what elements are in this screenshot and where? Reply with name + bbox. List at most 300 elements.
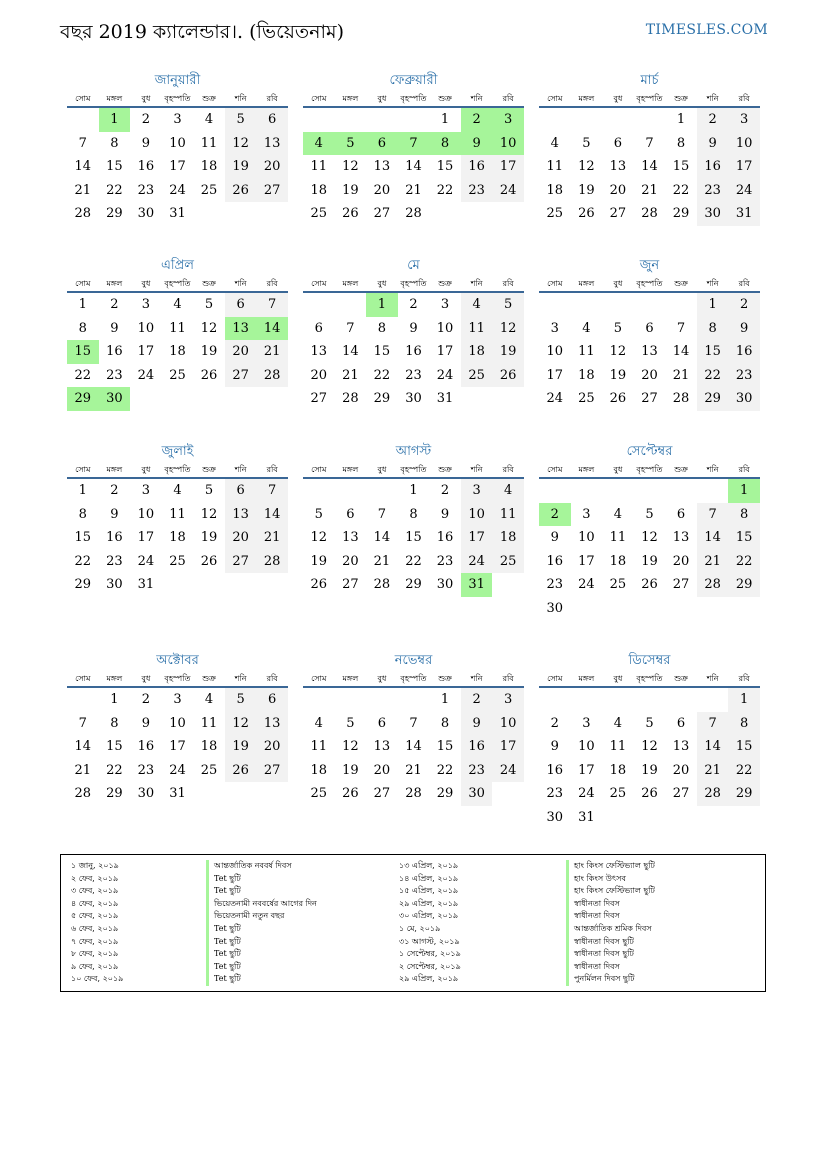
weekday-header	[67, 463, 288, 479]
day-cell: 2	[461, 688, 493, 712]
day-cell: 4	[303, 132, 335, 156]
day-cell: 25	[200, 762, 218, 778]
empty-cell	[335, 108, 367, 132]
day-cell: 17	[169, 739, 186, 754]
empty-cell	[335, 479, 367, 503]
day-cell: 6	[225, 293, 257, 317]
day-cell: 28	[74, 786, 92, 801]
day-cell: 17	[728, 155, 760, 179]
day-cell: 31	[436, 391, 454, 406]
legend-dates-right	[399, 860, 461, 986]
month-name: সেপ্টেম্বর	[626, 444, 673, 459]
day-cell: 2	[550, 715, 559, 731]
day-cell: 12	[342, 739, 359, 754]
day-grid	[303, 479, 524, 597]
weekday-label: রবি	[502, 279, 514, 288]
weekday-header	[303, 463, 524, 479]
site-link[interactable]: TIMESLES.COM	[645, 22, 768, 38]
day-cell: 5	[346, 715, 355, 731]
holiday-name: হাং কিংস ফেস্টিভ্যাল ছুটি	[566, 860, 655, 873]
day-cell: 17	[578, 553, 595, 569]
day-cell: 2	[141, 112, 151, 127]
empty-cell	[398, 688, 430, 712]
day-cell: 1	[78, 483, 87, 498]
month-calendar	[303, 441, 524, 597]
empty-cell	[665, 479, 697, 503]
day-cell: 22	[728, 550, 760, 574]
weekday-label: শুক্র	[202, 279, 216, 288]
day-cell: 12	[200, 506, 218, 522]
weekday-label: বৃহস্পতি	[636, 94, 663, 103]
day-cell: 26	[641, 577, 658, 592]
empty-cell	[665, 293, 697, 317]
weekday-label: মঙ্গল	[578, 674, 595, 683]
day-cell: 10	[546, 344, 564, 359]
weekday-label: শুক্র	[438, 674, 452, 683]
holiday-name: ভিয়েতনামী নতুন বছর	[206, 910, 317, 923]
day-cell: 21	[405, 182, 422, 198]
day-cell: 14	[697, 735, 729, 759]
month-name: অক্টোবর	[156, 653, 199, 668]
day-cell: 20	[672, 762, 690, 778]
day-cell: 26	[342, 206, 359, 221]
weekday-label: শনি	[706, 94, 719, 103]
day-cell: 9	[550, 530, 559, 545]
day-cell: 26	[200, 553, 218, 569]
day-cell: 1	[440, 112, 450, 127]
day-cell: 7	[78, 715, 87, 731]
day-cell: 6	[613, 135, 623, 151]
day-cell: 26	[342, 786, 359, 801]
day-cell: 11	[169, 506, 186, 522]
day-cell: 12	[609, 344, 627, 359]
weekday-label: মঙ্গল	[106, 674, 123, 683]
day-cell: 3	[461, 479, 493, 503]
holiday-date: ৩১ আগস্ট, ২০১৯	[399, 936, 460, 946]
day-cell: 29	[74, 577, 92, 592]
day-cell: 18	[169, 530, 186, 545]
day-cell: 13	[225, 503, 257, 527]
day-cell: 7	[78, 135, 87, 151]
empty-cell	[602, 688, 634, 712]
day-cell: 1	[366, 293, 398, 317]
weekday-label: বৃহস্পতি	[636, 465, 663, 474]
empty-cell	[539, 479, 571, 503]
day-cell: 25	[310, 206, 328, 221]
day-cell: 18	[609, 553, 627, 569]
empty-cell	[539, 293, 571, 317]
day-cell: 22	[373, 367, 391, 383]
day-cell: 3	[173, 112, 182, 127]
day-cell: 13	[310, 344, 328, 359]
day-cell: 30	[106, 577, 123, 592]
day-cell: 11	[461, 317, 493, 341]
weekday-header	[303, 277, 524, 293]
day-cell: 22	[106, 762, 123, 778]
day-cell: 18	[609, 762, 627, 778]
day-cell: 11	[200, 135, 218, 151]
day-cell: 27	[342, 577, 359, 592]
day-cell: 20	[609, 182, 627, 198]
holiday-date: ২ ফেব, ২০১৯	[71, 873, 119, 883]
day-cell: 20	[342, 553, 359, 569]
day-cell: 31	[461, 573, 493, 597]
day-cell: 13	[672, 530, 690, 545]
day-cell: 26	[641, 786, 658, 801]
day-cell: 22	[672, 182, 690, 198]
day-cell: 8	[676, 135, 686, 151]
day-cell: 15	[106, 159, 123, 174]
empty-cell	[697, 479, 729, 503]
day-cell: 27	[641, 391, 658, 406]
day-cell: 11	[609, 530, 627, 545]
day-cell: 5	[582, 135, 591, 151]
day-cell: 22	[74, 553, 92, 569]
day-cell: 7	[697, 712, 729, 736]
day-cell: 10	[169, 715, 186, 731]
day-cell: 19	[578, 182, 595, 198]
weekday-label: বুধ	[613, 279, 623, 288]
weekday-label: রবি	[502, 94, 514, 103]
holiday-date: ৫ ফেব, ২০১৯	[71, 911, 119, 921]
month-name: ডিসেম্বর	[628, 653, 671, 668]
holiday-date: ৮ ফেব, ২০১৯	[71, 949, 119, 959]
day-grid	[67, 688, 288, 806]
day-cell: 19	[641, 762, 658, 778]
month-calendar	[539, 70, 760, 226]
holiday-date: ৬ ফেব, ২০১৯	[71, 923, 119, 933]
day-cell: 4	[461, 293, 493, 317]
day-cell: 24	[169, 762, 186, 778]
day-cell: 3	[492, 108, 524, 132]
day-cell: 12	[200, 320, 218, 336]
holiday-name: স্বাধীনতা দিবস	[566, 961, 655, 974]
weekday-label: বুধ	[377, 94, 387, 103]
day-cell: 23	[461, 179, 493, 203]
day-cell: 2	[110, 483, 119, 498]
holiday-date: ৯ ফেব, ২০১৯	[71, 961, 119, 971]
month-name: এপ্রিল	[161, 258, 194, 273]
day-cell: 17	[137, 344, 155, 359]
day-cell: 2	[697, 108, 729, 132]
month-name: আগস্ট	[395, 444, 432, 459]
holiday-name: আন্তর্জাতিক শ্রমিক দিবস	[566, 923, 655, 936]
day-cell: 17	[436, 344, 454, 359]
day-cell: 29	[106, 206, 123, 221]
day-cell: 1	[676, 112, 686, 127]
weekday-label: শনি	[234, 279, 247, 288]
day-cell: 28	[697, 573, 729, 597]
day-cell: 17	[546, 367, 564, 383]
day-grid	[303, 688, 524, 806]
month-name: নভেম্বর	[394, 653, 433, 668]
day-cell: 25	[169, 367, 186, 383]
weekday-label: সোম	[547, 279, 563, 288]
day-cell: 10	[492, 712, 524, 736]
weekday-label: বুধ	[613, 94, 623, 103]
weekday-label: মঙ্গল	[106, 279, 123, 288]
month-calendar	[539, 650, 760, 829]
day-cell: 28	[342, 391, 359, 406]
weekday-header	[303, 672, 524, 688]
day-cell: 22	[106, 182, 123, 198]
weekday-label: বৃহস্পতি	[400, 674, 427, 683]
day-cell: 22	[74, 367, 92, 383]
day-cell: 28	[74, 206, 92, 221]
empty-cell	[303, 108, 335, 132]
day-cell: 23	[697, 179, 729, 203]
weekday-label: মঙ্গল	[106, 94, 123, 103]
day-cell: 15	[106, 739, 123, 754]
day-cell: 16	[137, 739, 155, 754]
day-cell: 28	[256, 550, 288, 574]
day-cell: 24	[137, 553, 155, 569]
day-cell: 16	[405, 344, 422, 359]
weekday-label: মঙ্গল	[106, 465, 123, 474]
holiday-name: হাং কিংস উৎসব	[566, 873, 655, 886]
day-cell: 12	[225, 712, 257, 736]
day-cell: 23	[436, 553, 454, 569]
empty-cell	[303, 293, 335, 317]
day-cell: 23	[461, 759, 493, 783]
day-cell: 19	[492, 340, 524, 364]
weekday-label: শনি	[234, 674, 247, 683]
holiday-date: ২৯ এপ্রিল, ২০১৯	[399, 974, 459, 984]
day-cell: 10	[578, 530, 595, 545]
holiday-date: ১৪ এপ্রিল, ২০১৯	[399, 873, 459, 883]
day-cell: 8	[110, 135, 119, 151]
day-cell: 27	[225, 364, 257, 388]
day-cell: 30	[728, 387, 760, 411]
day-cell: 16	[697, 155, 729, 179]
day-cell: 18	[200, 159, 218, 174]
day-cell: 20	[225, 340, 257, 364]
day-cell: 9	[110, 320, 119, 336]
day-cell: 10	[137, 506, 155, 522]
day-cell: 10	[137, 320, 155, 336]
day-cell: 22	[436, 182, 454, 198]
day-cell: 27	[256, 179, 288, 203]
month-calendar	[67, 650, 288, 806]
holiday-name: Tet ছুটি	[206, 873, 317, 886]
weekday-label: সোম	[547, 94, 563, 103]
holiday-name: স্বাধীনতা দিবস ছুটি	[566, 936, 655, 949]
day-cell: 5	[204, 483, 214, 498]
day-cell: 3	[492, 688, 524, 712]
weekday-label: বুধ	[141, 465, 151, 474]
day-cell: 18	[578, 367, 595, 383]
day-cell: 15	[436, 159, 454, 174]
day-cell: 26	[492, 364, 524, 388]
day-grid	[67, 293, 288, 411]
day-cell: 29	[728, 782, 760, 806]
weekday-label: মঙ্গল	[342, 674, 359, 683]
day-cell: 23	[546, 786, 564, 801]
day-cell: 10	[169, 135, 186, 151]
weekday-label: বুধ	[613, 674, 623, 683]
day-cell: 26	[225, 179, 257, 203]
day-cell: 8	[429, 132, 461, 156]
day-cell: 25	[546, 206, 564, 221]
day-cell: 25	[200, 182, 218, 198]
day-cell: 17	[461, 526, 493, 550]
weekday-label: শুক্র	[202, 465, 216, 474]
day-cell: 15	[405, 530, 422, 545]
day-cell: 26	[310, 577, 328, 592]
weekday-label: শনি	[706, 279, 719, 288]
day-cell: 23	[137, 182, 155, 198]
day-cell: 24	[492, 179, 524, 203]
day-cell: 18	[492, 526, 524, 550]
day-cell: 30	[461, 782, 493, 806]
day-cell: 21	[697, 550, 729, 574]
holiday-date: ৩ ফেব, ২০১৯	[71, 886, 119, 896]
empty-cell	[571, 108, 603, 132]
weekday-label: শুক্র	[674, 94, 688, 103]
day-cell: 18	[310, 762, 328, 778]
day-cell: 9	[728, 317, 760, 341]
day-cell: 12	[342, 159, 359, 174]
day-cell: 7	[645, 135, 654, 151]
day-cell: 10	[436, 320, 454, 336]
day-grid	[539, 479, 760, 620]
weekday-label: সোম	[75, 674, 91, 683]
holiday-date: ২ সেপ্টেম্বর, ২০১৯	[399, 961, 461, 971]
day-cell: 7	[398, 132, 430, 156]
month-name: জুন	[639, 258, 660, 273]
day-cell: 29	[106, 786, 123, 801]
day-cell: 1	[440, 692, 450, 707]
day-cell: 15	[373, 344, 391, 359]
day-cell: 24	[169, 182, 186, 198]
day-cell: 2	[461, 108, 493, 132]
day-cell: 6	[225, 479, 257, 503]
day-cell: 14	[373, 530, 391, 545]
day-cell: 30	[546, 809, 564, 825]
day-cell: 21	[74, 182, 92, 198]
day-cell: 5	[225, 108, 257, 132]
day-cell: 19	[310, 553, 328, 569]
weekday-label: সোম	[311, 94, 327, 103]
weekday-label: রবি	[266, 465, 278, 474]
day-cell: 14	[405, 739, 422, 754]
weekday-header	[67, 277, 288, 293]
day-cell: 28	[697, 782, 729, 806]
day-cell: 11	[310, 159, 328, 174]
weekday-label: বুধ	[613, 465, 623, 474]
weekday-label: রবি	[738, 465, 750, 474]
day-cell: 16	[546, 553, 564, 569]
day-cell: 26	[225, 759, 257, 783]
day-cell: 19	[200, 530, 218, 545]
day-cell: 1	[728, 479, 760, 503]
day-cell: 16	[106, 530, 123, 545]
day-cell: 13	[342, 530, 359, 545]
day-cell: 18	[200, 739, 218, 754]
day-cell: 8	[440, 715, 450, 731]
holiday-date: ১৩ এপ্রিল, ২০১৯	[399, 861, 459, 870]
day-cell: 3	[173, 692, 182, 707]
day-cell: 10	[461, 503, 493, 527]
weekday-label: বুধ	[377, 279, 387, 288]
day-cell: 5	[225, 688, 257, 712]
holiday-name: Tet ছুটি	[206, 948, 317, 961]
weekday-header	[539, 92, 760, 108]
empty-cell	[634, 108, 666, 132]
weekday-label: শনি	[234, 94, 247, 103]
day-cell: 11	[310, 739, 328, 754]
day-cell: 3	[582, 715, 591, 731]
day-cell: 27	[672, 786, 690, 801]
month-calendar	[67, 441, 288, 597]
day-cell: 21	[256, 526, 288, 550]
weekday-label: রবি	[738, 674, 750, 683]
day-cell: 12	[310, 530, 328, 545]
day-cell: 2	[409, 297, 418, 312]
empty-cell	[602, 479, 634, 503]
holiday-date: ৭ ফেব, ২০১৯	[71, 936, 119, 946]
day-cell: 3	[582, 506, 591, 522]
empty-cell	[665, 688, 697, 712]
day-cell: 5	[314, 506, 323, 522]
day-cell: 11	[169, 320, 186, 336]
day-cell: 16	[106, 344, 123, 359]
day-cell: 18	[546, 182, 564, 198]
weekday-label: বৃহস্পতি	[636, 279, 663, 288]
day-cell: 22	[405, 553, 422, 569]
weekday-label: বুধ	[141, 674, 151, 683]
day-cell: 3	[728, 108, 760, 132]
day-cell: 30	[137, 786, 155, 801]
day-cell: 19	[225, 735, 257, 759]
day-cell: 19	[342, 182, 359, 198]
day-cell: 4	[314, 715, 323, 731]
day-cell: 24	[461, 550, 493, 574]
day-cell: 14	[672, 344, 690, 359]
day-cell: 20	[225, 526, 257, 550]
day-cell: 16	[137, 159, 155, 174]
holiday-name: Tet ছুটি	[206, 885, 317, 898]
holiday-date: ২৯ এপ্রিল, ২০১৯	[399, 898, 459, 908]
day-cell: 25	[578, 391, 595, 406]
weekday-label: রবি	[502, 465, 514, 474]
day-cell: 27	[672, 577, 690, 592]
holiday-date: ৪ ফেব, ২০১৯	[71, 898, 119, 908]
day-cell: 20	[373, 182, 391, 198]
empty-cell	[571, 688, 603, 712]
day-cell: 28	[256, 364, 288, 388]
holiday-legend	[60, 854, 766, 992]
day-cell: 1	[110, 692, 119, 707]
weekday-label: সোম	[75, 465, 91, 474]
day-cell: 5	[645, 715, 654, 731]
day-cell: 8	[728, 712, 760, 736]
month-name: ফেব্রুয়ারী	[389, 73, 438, 88]
weekday-label: মঙ্গল	[342, 279, 359, 288]
day-grid	[539, 293, 760, 411]
day-cell: 29	[672, 206, 690, 221]
month-name: জুলাই	[161, 444, 194, 459]
day-cell: 4	[173, 483, 182, 498]
day-cell: 28	[405, 786, 422, 801]
legend-dates-left	[71, 860, 123, 986]
day-cell: 9	[461, 132, 493, 156]
holiday-name: হাং কিংস ফেস্টিভ্যাল ছুটি	[566, 885, 655, 898]
day-cell: 25	[609, 786, 627, 801]
day-cell: 4	[582, 320, 591, 336]
empty-cell	[67, 108, 99, 132]
empty-cell	[67, 688, 99, 712]
